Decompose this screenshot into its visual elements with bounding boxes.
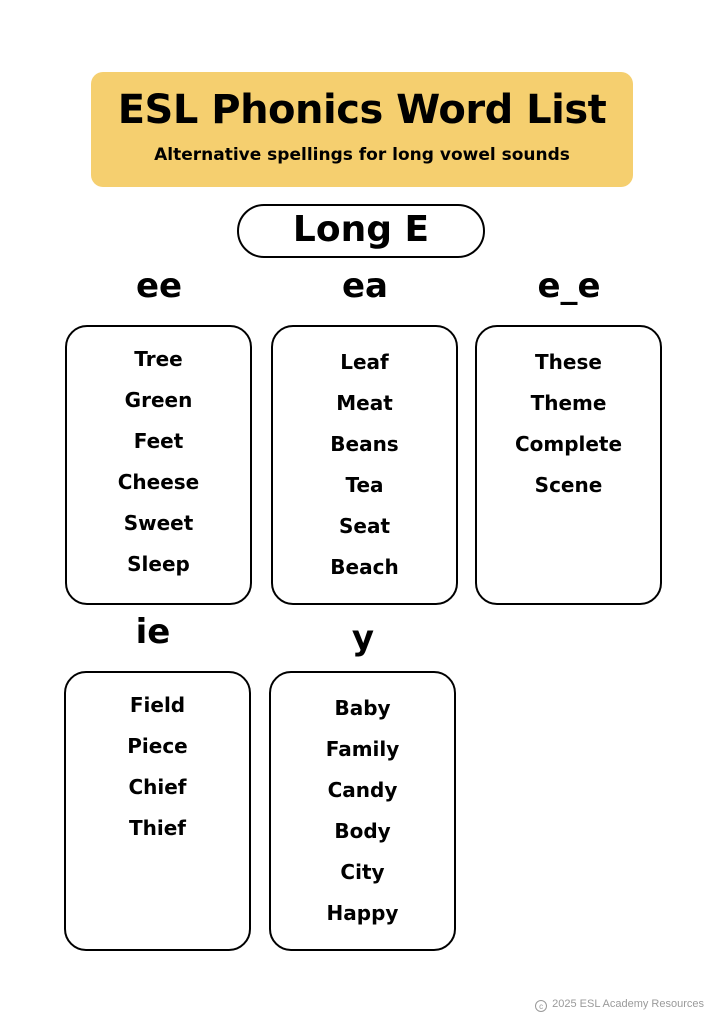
list-item: Green <box>124 388 193 412</box>
list-item: Body <box>334 819 391 843</box>
list-item: Meat <box>336 391 393 415</box>
page-subtitle: Alternative spellings for long vowel sounds <box>154 145 570 165</box>
list-item: Beach <box>330 555 399 579</box>
list-item: Scene <box>534 473 603 497</box>
word-card-ee <box>65 325 252 605</box>
list-item: Baby <box>334 696 391 720</box>
word-card-ea <box>271 325 458 605</box>
word-list <box>66 687 249 851</box>
list-item: Chief <box>128 775 187 799</box>
list-item: Theme <box>530 391 607 415</box>
spelling-heading-ea: ea <box>341 266 388 306</box>
list-item: Family <box>325 737 400 761</box>
list-item: Piece <box>127 734 188 758</box>
list-item: City <box>340 860 385 884</box>
list-item: Seat <box>338 514 391 538</box>
list-item: These <box>535 350 602 374</box>
footer-text: 2025 ESL Academy Resources <box>552 998 704 1010</box>
list-item: Tea <box>345 473 384 497</box>
word-list <box>273 344 456 590</box>
word-card-ie <box>64 671 251 951</box>
list-item: Sweet <box>123 511 194 535</box>
spelling-heading-ee: ee <box>135 266 183 306</box>
spelling-heading-e-e: e_e <box>537 266 601 306</box>
list-item: Leaf <box>340 350 389 374</box>
footer-copyright <box>535 998 704 1012</box>
word-list <box>271 690 454 936</box>
spelling-heading-ie: ie <box>135 612 171 652</box>
list-item: Tree <box>134 347 183 371</box>
list-item: Happy <box>326 901 399 925</box>
list-item: Beans <box>330 432 399 456</box>
title-banner <box>91 72 633 187</box>
copyright-icon: c <box>535 1000 547 1012</box>
list-item: Thief <box>128 816 186 840</box>
list-item: Cheese <box>117 470 200 494</box>
list-item: Sleep <box>127 552 190 576</box>
list-item: Candy <box>327 778 398 802</box>
page-title: ESL Phonics Word List <box>117 87 607 133</box>
sound-label: Long E <box>237 204 485 258</box>
word-card-e-e <box>475 325 662 605</box>
list-item: Field <box>129 693 186 717</box>
list-item: Complete <box>514 432 623 456</box>
spelling-heading-y: y <box>351 618 375 658</box>
word-list <box>67 341 250 587</box>
list-item: Feet <box>133 429 184 453</box>
word-card-y <box>269 671 456 951</box>
word-list <box>477 344 660 508</box>
